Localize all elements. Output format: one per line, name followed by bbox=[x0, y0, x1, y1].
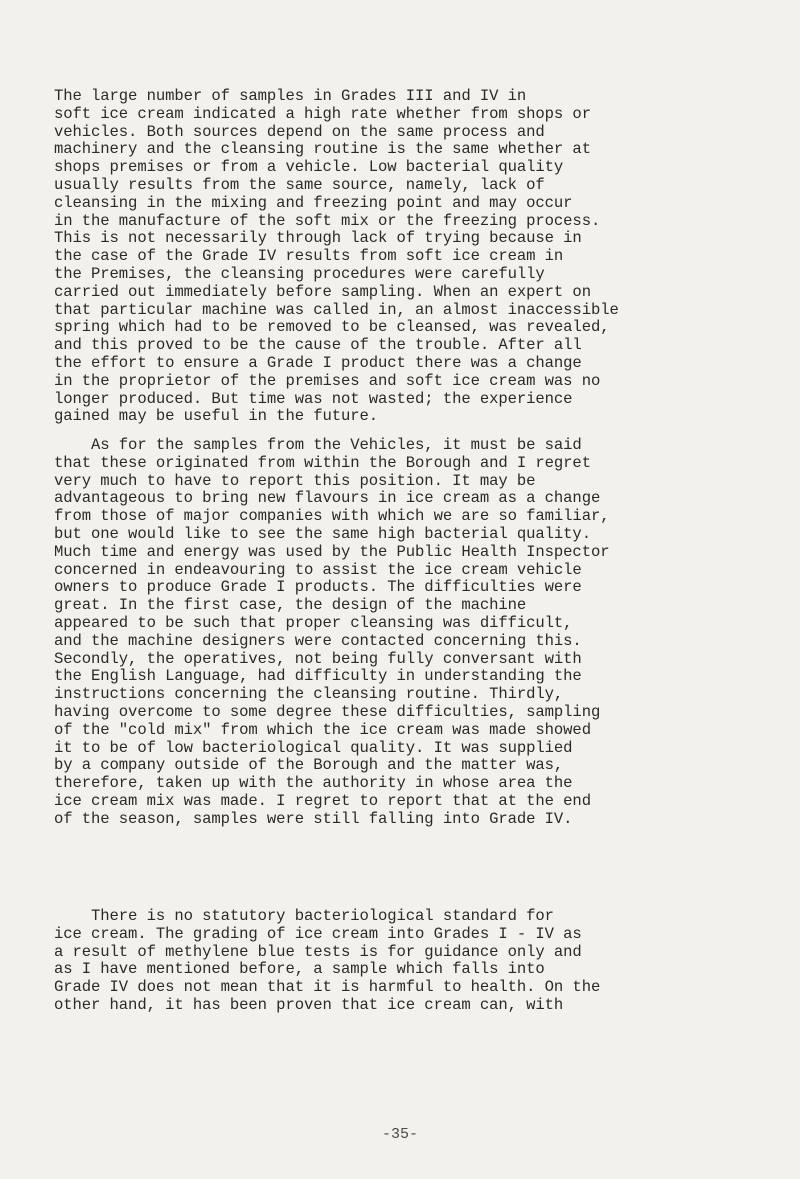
paragraph-vehicles: As for the samples from the Vehicles, it must be said that these originated from within the Borough and I regret very much to have to report this position. It may be advantageous to bring new flavours in ice cream as a change from those of major companies with which we are so familiar, but one would like to see the same high bacterial quality. Much time and energy was used by the Public Health Inspector concerned in endeavouring to assist the ice cream vehicle owners to produce Grade I products. The difficulties were great. In the first case, the design of the machine appeared to be such that proper cleansing was difficult, and the machine designers were contacted concerning this. Secondly, the operatives, not being fully conversant with the English Language, had difficulty in understanding the instructions concerning the cleansing routine. Thirdly, having overcome to some degree these difficulties, sampling of the "cold mix" from which the ice cream was made showed it to be of low bacteriological quality. It was supplied by a company outside of the Borough and the matter was, therefore, taken up with the authority in whose area the ice cream mix was made. I regret to report that at the end of the season, samples were still falling into Grade IV. bbox=[54, 436, 610, 828]
page-number: -35- bbox=[381, 1126, 418, 1143]
paragraph-soft-ice-cream: The large number of samples in Grades III and IV in soft ice cream indicated a high rate whether from shops or vehicles. Both sources depend on the same process and machinery and the cleansing routine is the same whether at shops premises or from a vehicle. Low bacterial quality usually results from the same source, namely, lack of cleansing in the mixing and freezing point and may occur in the manufacture of the soft mix or the freezing process. This is not necessarily through lack of trying because in the case of the Grade IV results from soft ice cream in the Premises, the cleansing procedures were carefully carried out immediately before sampling. When an expert on that particular machine was called in, an almost inaccessible spring which had to be removed to be cleansed, was revealed, and this proved to be the cause of the trouble. After all the effort to ensure a Grade I product there was a change in the proprietor of the premises and soft ice cream was no longer produced. But time was not wasted; the experience gained may be useful in the future. bbox=[54, 87, 619, 426]
paragraph-statutory-standard: There is no statutory bacteriological standard for ice cream. The grading of ice cream into Grades I - IV as a result of methylene blue tests is for guidance only and as I have mentioned before, a sample which falls into Grade IV does not mean that it is harmful to health. On the other hand, it has been proven that ice cream can, with bbox=[54, 907, 601, 1014]
